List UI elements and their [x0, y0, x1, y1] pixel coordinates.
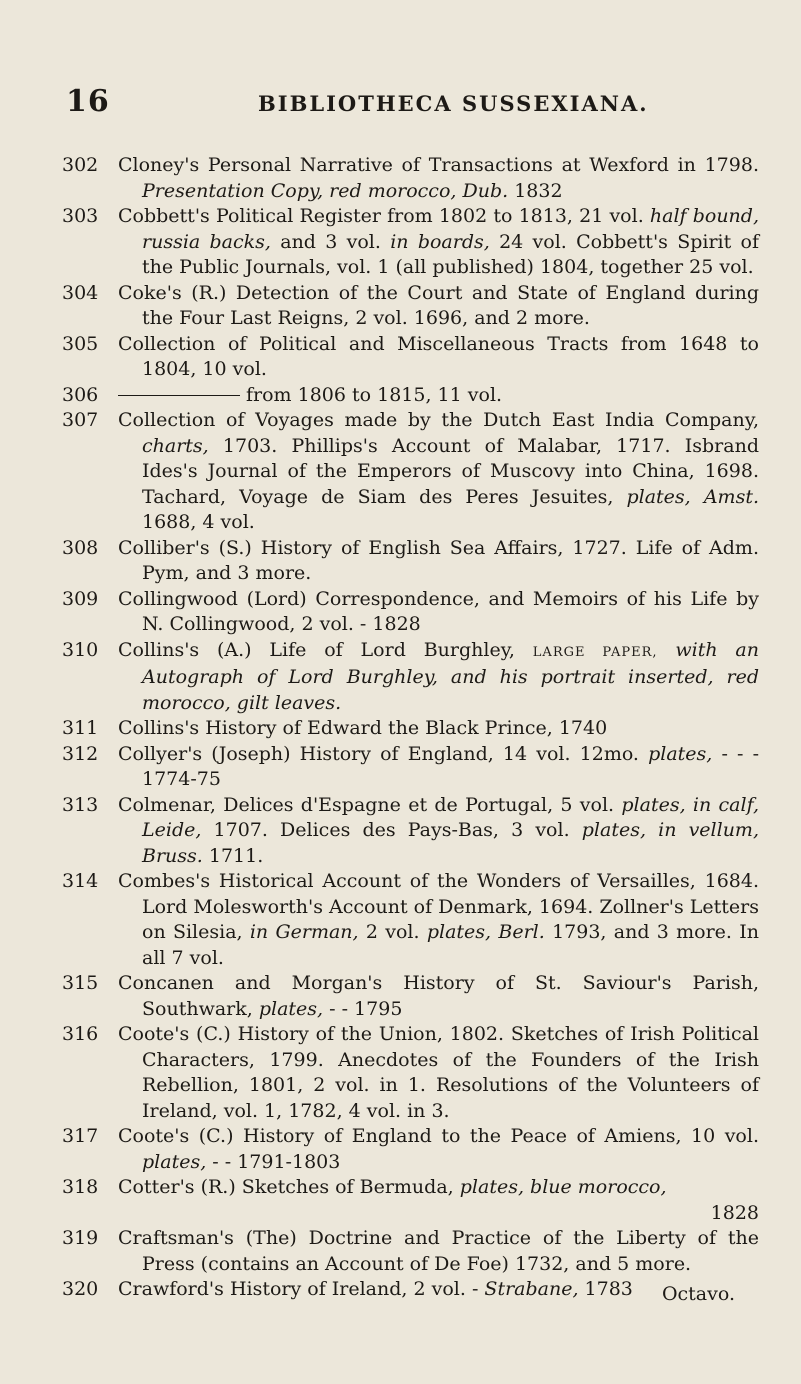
lot-number: 306: [62, 383, 99, 406]
lot-number: 318: [62, 1176, 99, 1198]
entry-text: Cotter's (R.) Sketches of Bermuda, plates, blue morocco, 1828: [118, 1176, 759, 1224]
entry-text: Collingwood (Lord) Correspondence, and Memoirs of his Life by N. Collingwood, 2 vol. - 1828: [118, 587, 759, 635]
lot-number: 302: [62, 154, 99, 176]
lot-number: 320: [62, 1278, 99, 1300]
catalogue-entry: [0, 408, 801, 536]
catalogue-entry: [0, 971, 801, 1022]
catalogue-entry: [0, 869, 801, 971]
lot-number: 314: [62, 870, 99, 892]
entry-text: Colmenar, Delices d'Espagne et de Portugal, 5 vol. plates, in calf, Leide, 1707. Delices des Pays-Bas, 3 vol. plates, in vellum, Bruss. 1711.: [118, 793, 759, 867]
lot-number: 308: [62, 536, 99, 559]
entry-text: Cloney's Personal Narrative of Transactions at Wexford in 1798. Presentation Copy, red morocco, Dub. 1832: [118, 154, 759, 202]
lot-number: 303: [62, 205, 99, 227]
entry-text: Cobbett's Political Register from 1802 to 1813, 21 vol. half bound, russia backs, and 3 vol. in boards, 24 vol. Cobbett's Spirit of the Public Journals, vol. 1 (all published) 1804, together 25 vol.: [118, 205, 760, 278]
lot-number: 319: [62, 1227, 99, 1249]
ditto-rule: [118, 395, 240, 396]
lot-number: 309: [62, 587, 99, 610]
catalogue-entry: [0, 536, 801, 587]
entry-text: Coke's (R.) Detection of the Court and State of England during the Four Last Reigns, 2 vol. 1696, and 2 more.: [118, 281, 759, 329]
entry-text: Coote's (C.) History of England to the Peace of Amiens, 10 vol. plates, - - 1791-1803: [118, 1125, 759, 1173]
entry-text: Colliber's (S.) History of English Sea Affairs, 1727. Life of Adm. Pym, and 3 more.: [118, 536, 759, 584]
catalogue-entry: [0, 1175, 801, 1226]
lot-number: 317: [62, 1125, 99, 1147]
entry-text: Combes's Historical Account of the Wonders of Versailles, 1684. Lord Molesworth's Account of Denmark, 1694. Zollner's Letters on Silesia, in German, 2 vol. plates, Berl. 1793, and 3 more. In all 7 vol.: [118, 870, 759, 969]
lot-number: 305: [62, 332, 99, 355]
entry-text: Collection of Political and Miscellaneous Tracts from 1648 to 1804, 10 vol.: [118, 332, 759, 380]
catalogue-entry: [0, 638, 801, 717]
lot-number: 316: [62, 1023, 99, 1045]
catalogue-entry: [0, 281, 801, 332]
catalogue-entry: [0, 1022, 801, 1124]
entry-text: Crawford's History of Ireland, 2 vol. - Strabane, 1783: [118, 1278, 633, 1300]
catalogue-entry: [0, 153, 801, 204]
entry-text: Collection of Voyages made by the Dutch East India Company, charts, 1703. Phillips's Account of Malabar, 1717. Isbrand Ides's Journal of the Emperors of Muscovy into China, 1698. Tachard, Voyage de Siam des Peres Jesuites, plates, Amst. 1688, 4 vol.: [118, 409, 759, 533]
lot-number: 312: [62, 742, 99, 765]
entry-text: Collins's History of Edward the Black Prince, 1740: [118, 717, 608, 739]
lot-number: 307: [62, 409, 99, 431]
page-header: [0, 84, 801, 124]
lot-number: 310: [62, 638, 99, 661]
catalogue-entry: [0, 793, 801, 870]
lot-number: 304: [62, 281, 99, 304]
signature-mark: Octavo.: [661, 1283, 735, 1305]
page-number: 16: [66, 84, 110, 119]
lot-number: 315: [62, 972, 99, 994]
catalogue-entry: [0, 204, 801, 281]
catalogue-entry: [0, 742, 801, 793]
lot-number: 313: [62, 793, 99, 816]
entry-text: Craftsman's (The) Doctrine and Practice of the Liberty of the Press (contains an Account of De Foe) 1732, and 5 more.: [118, 1227, 759, 1275]
catalogue-entry: [0, 383, 801, 409]
catalogue-entry: [0, 1124, 801, 1175]
catalogue-entry: [0, 587, 801, 638]
running-title: BIBLIOTHECA SUSSEXIANA.: [258, 91, 649, 116]
catalogue-entry: [0, 332, 801, 383]
entry-text: Collins's (A.) Life of Lord Burghley, LARGE PAPER, with an Autograph of Lord Burghley, and his portrait inserted, red morocco, gilt leaves.: [118, 638, 759, 714]
catalogue-entries: [0, 153, 801, 1303]
entry-text: Collyer's (Joseph) History of England, 14 vol. 12mo. plates, - - - 1774-75: [118, 742, 759, 790]
catalogue-entry: [0, 716, 801, 742]
catalogue-entry: [0, 1226, 801, 1277]
entry-text: Concanen and Morgan's History of St. Saviour's Parish, Southwark, plates, - - 1795: [118, 972, 759, 1020]
entry-text: Coote's (C.) History of the Union, 1802. Sketches of Irish Political Characters, 1799. Anecdotes of the Founders of the Irish Rebellion, 1801, 2 vol. in 1. Resolutions of the Volunteers of Ireland, vol. 1, 1782, 4 vol. in 3.: [118, 1023, 759, 1122]
lot-number: 311: [62, 717, 99, 739]
entry-text: from 1806 to 1815, 11 vol.: [118, 383, 759, 409]
